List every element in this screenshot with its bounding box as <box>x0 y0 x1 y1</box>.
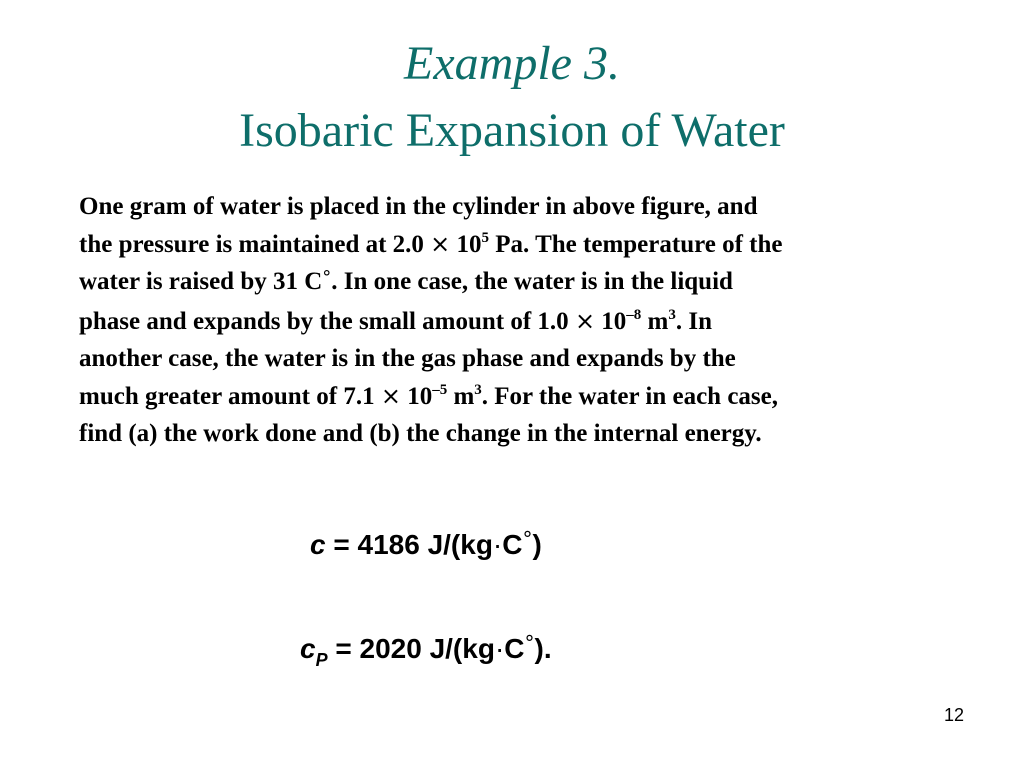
exponent: –8 <box>626 306 642 323</box>
problem-text: 10 <box>400 382 433 410</box>
exponent: –5 <box>432 381 448 398</box>
problem-text: m <box>447 382 475 410</box>
equals-sign: = <box>333 529 350 560</box>
formula-value: 2020 J/(kg <box>359 633 495 664</box>
formula-close: ). <box>534 633 552 664</box>
problem-text: 10 <box>450 230 482 258</box>
problem-line-4 <box>79 303 979 341</box>
problem-line-3 <box>79 263 979 303</box>
degree-symbol: ° <box>322 267 332 288</box>
formula-unit: C <box>502 529 523 560</box>
multiply-sign: × <box>430 229 451 258</box>
problem-text: . For the water in each case, <box>481 382 778 410</box>
slide-title-example: Example 3. <box>404 37 620 90</box>
slide-title-topic: Isobaric Expansion of Water <box>239 104 785 157</box>
exponent: 3 <box>474 381 482 398</box>
problem-text: . In <box>675 307 713 335</box>
problem-text: the pressure is maintained at 2.0 <box>79 230 431 258</box>
formula-value: 4186 J/(kg <box>357 529 493 560</box>
multiply-sign: × <box>380 381 401 410</box>
problem-line-6 <box>79 378 979 416</box>
multiply-sign: × <box>574 306 596 335</box>
problem-text: 10 <box>595 307 627 335</box>
problem-line-1: One gram of water is placed in the cylinder in above figure, and <box>79 193 758 220</box>
exponent: 5 <box>481 229 490 246</box>
problem-text: m <box>641 307 669 335</box>
problem-text: Pa. The temperature of the <box>489 230 783 258</box>
formula-close: ) <box>532 529 542 560</box>
problem-line-7: find (a) the work done and (b) the change in the internal energy. <box>79 420 762 447</box>
page-number: 12 <box>943 705 964 725</box>
dot-operator: · <box>492 529 503 560</box>
dot-operator: · <box>494 633 505 664</box>
specific-heat-constant-pressure-formula <box>300 631 552 670</box>
problem-line-5: another case, the water is in the gas phase and expands by the <box>79 345 736 372</box>
equals-sign: = <box>335 633 352 664</box>
exponent: 3 <box>668 306 676 323</box>
problem-line-2 <box>79 226 979 264</box>
formula-unit: C <box>504 633 525 664</box>
formula-symbol: c <box>310 529 326 560</box>
problem-text: . In one case, the water is in the liquid <box>331 268 733 295</box>
problem-statement <box>79 188 979 453</box>
degree-symbol: ° <box>522 527 533 551</box>
problem-text: water is raised by 31 C <box>79 268 323 295</box>
formula-symbol: c <box>300 633 316 664</box>
formula-subscript: P <box>315 650 328 670</box>
problem-text: much greater amount of 7.1 <box>79 382 381 410</box>
specific-heat-formula <box>310 529 542 561</box>
degree-symbol: ° <box>524 631 535 655</box>
problem-text: phase and expands by the small amount of 1.0 <box>79 307 575 335</box>
